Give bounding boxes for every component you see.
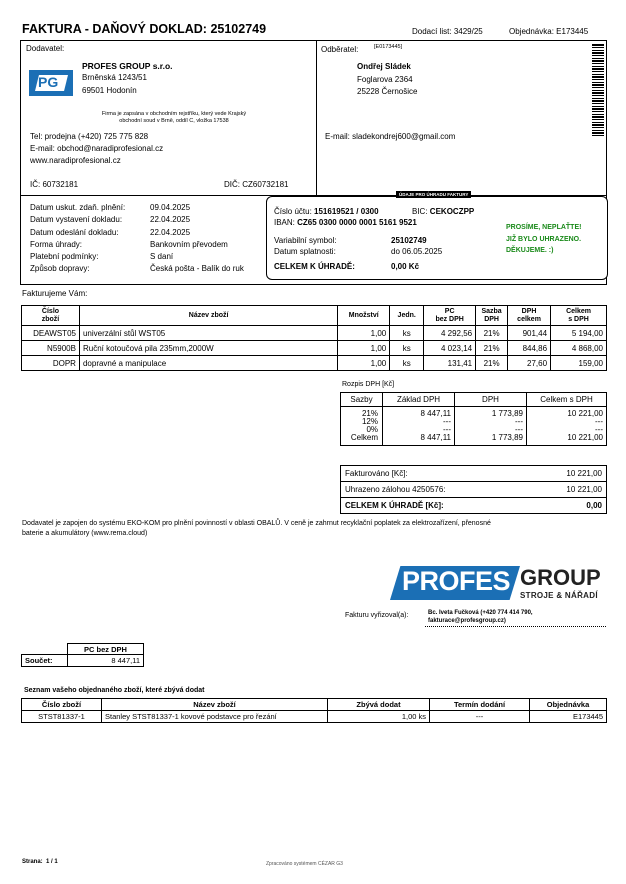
supplier-logo: PG bbox=[29, 70, 73, 96]
issuer-label: Fakturu vyřizoval(a): bbox=[345, 612, 409, 619]
supplier-dic: DIČ: CZ60732181 bbox=[224, 180, 289, 189]
customer-street: Foglarova 2364 bbox=[357, 75, 413, 84]
col-vat: DPH celkem bbox=[508, 306, 551, 326]
items-table bbox=[21, 305, 607, 371]
supplier-ico: IČ: 60732181 bbox=[30, 180, 79, 189]
remaining-title: Seznam vašeho objednaného zboží, které zbývá dodat bbox=[24, 687, 205, 694]
vat-caption: Rozpis DPH [Kč] bbox=[342, 381, 395, 388]
brand-word2: GROUP bbox=[520, 565, 601, 590]
remaining-table: Číslo zboží Název zboží Zbývá dodat Termín dodání Objednávka STST81337-1 Stanley STST81337-1 kovové podstavce pro řezání 1,00 ks --- E173445 bbox=[21, 698, 607, 723]
order-number: Objednávka: E173445 bbox=[509, 27, 589, 36]
paid-note: PROSÍME, NEPLAŤTE! JIŽ BYLO UHRAZENO. DĚKUJEME. :) bbox=[506, 224, 582, 254]
col-name: Název zboží bbox=[79, 306, 337, 326]
doc-number: 25102749 bbox=[210, 22, 267, 36]
brand-tagline: STROJE & NÁŘADÍ bbox=[520, 591, 598, 600]
col-total: Celkem s DPH bbox=[551, 306, 607, 326]
summary-table: PC bez DPH Součet: 8 447,11 bbox=[21, 643, 144, 667]
due-label: Datum splatnosti: bbox=[274, 247, 336, 256]
col-unit: Jedn. bbox=[390, 306, 424, 326]
table-row: 12% --- --- --- bbox=[341, 418, 607, 426]
account-row: Číslo účtu: 151619521 / 0300 bbox=[274, 207, 379, 216]
col-code: Číslo zboží bbox=[22, 306, 80, 326]
signature-line bbox=[425, 626, 606, 627]
payment-box-label: ÚDAJE PRO ÚHRADU FAKTURY bbox=[396, 191, 471, 198]
customer-city: 25228 Černošice bbox=[357, 87, 418, 96]
customer-email: E-mail: sladekondrej600@gmail.com bbox=[325, 132, 456, 141]
items-intro: Fakturujeme Vám: bbox=[22, 289, 88, 298]
customer-name: Ondřej Sládek bbox=[357, 62, 411, 71]
supplier-label: Dodavatel: bbox=[26, 44, 65, 53]
barcode bbox=[592, 44, 604, 136]
iban-row: IBAN: CZ65 0300 0000 0001 5161 9521 bbox=[274, 218, 417, 227]
pay-total-value: 0,00 Kč bbox=[391, 262, 420, 271]
header-divider bbox=[316, 40, 317, 195]
supplier-city: 69501 Hodonín bbox=[82, 86, 137, 95]
customer-code: [E0173445] bbox=[374, 44, 403, 50]
date-values: 09.04.2025 22.04.2025 22.04.2025 Bankovním převodem S daní Česká pošta - Balík do ruk bbox=[150, 203, 244, 274]
doc-title: FAKTURA - DAŇOVÝ DOKLAD: 25102749 bbox=[22, 22, 267, 36]
table-row: Součet: 8 447,11 bbox=[22, 655, 144, 667]
supplier-phone: Tel: prodejna (+420) 725 775 828 bbox=[30, 132, 149, 141]
supplier-name: PROFES GROUP s.r.o. bbox=[82, 61, 173, 71]
supplier-registry: Firma je zapsána v obchodním rejstříku, který vede Krajský obchodní soud v Brně, oddíl C, vložka 17538 bbox=[101, 111, 247, 124]
table-row: Fakturováno [Kč]: 10 221,00 bbox=[341, 466, 607, 482]
vs-label: Variabilní symbol: bbox=[274, 236, 337, 245]
issuer-contact: Bc. Iveta Fučková (+420 774 414 790, fakturace@profesgroup.cz) bbox=[428, 610, 533, 624]
col-rate: Sazba DPH bbox=[476, 306, 508, 326]
table-row: Celkem 8 447,11 1 773,89 10 221,00 bbox=[341, 434, 607, 446]
date-labels: Datum uskut. zdaň. plnění: Datum vystavení dokladu: Datum odeslání dokladu: Forma úhrady: Platební podmínky: Způsob dopravy: bbox=[30, 203, 126, 274]
table-row: STST81337-1 Stanley STST81337-1 kovové podstavce pro řezání 1,00 ks --- E173445 bbox=[22, 711, 607, 723]
customer-label: Odběratel: bbox=[321, 45, 359, 54]
vs-value: 25102749 bbox=[391, 236, 427, 245]
delivery-note: Dodací list: 3429/25 bbox=[412, 27, 483, 36]
due-value: do 06.05.2025 bbox=[391, 247, 443, 256]
col-qty: Množství bbox=[338, 306, 390, 326]
table-row: 21% 8 447,11 1 773,89 10 221,00 bbox=[341, 407, 607, 419]
system-note: Zpracováno systémem CÉZAR G3 bbox=[266, 861, 343, 867]
supplier-street: Brněnská 1243/51 bbox=[82, 73, 147, 82]
page-number: Strana: 1 / 1 bbox=[22, 859, 58, 865]
table-row: Uhrazeno zálohou 4250576: 10 221,00 bbox=[341, 482, 607, 498]
supplier-email: E-mail: obchod@naradiprofesional.cz bbox=[30, 144, 164, 153]
totals-table bbox=[340, 465, 607, 514]
brand-word1: PROFES bbox=[402, 566, 511, 596]
table-row: N5900B Ruční kotoučová pila 235mm,2000W 1,00 ks 4 023,14 21% 844,86 4 868,00 bbox=[22, 341, 607, 356]
table-row: DEAWST05 univerzální stůl WST05 1,00 ks 4 292,56 21% 901,44 5 194,00 bbox=[22, 326, 607, 341]
col-price: PC bez DPH bbox=[424, 306, 476, 326]
table-row: CELKEM K ÚHRADĚ [Kč]: 0,00 bbox=[345, 501, 602, 510]
table-row: DOPR dopravné a manipulace 1,00 ks 131,41 21% 27,60 159,00 bbox=[22, 356, 607, 371]
bic-row: BIC: CEKOCZPP bbox=[412, 207, 475, 216]
table-row: 0% --- --- --- bbox=[341, 426, 607, 434]
supplier-web: www.naradiprofesional.cz bbox=[30, 156, 121, 165]
pay-total-label: CELKEM K ÚHRADĚ: bbox=[274, 262, 355, 271]
ekokom-note: Dodavatel je zapojen do systému EKO-KOM pro plnění povinností v oblasti OBALŮ. V ceně je zahrnut recyklační poplatek za elektrozařízení, přenosné baterie a akumulátory (www.rema.cloud) bbox=[22, 520, 491, 537]
vat-table: Sazby Základ DPH DPH Celkem s DPH 21% 8 447,11 1 773,89 10 221,00 12% --- --- --- 0% --- --- --- Celkem 8 447,11 1 773,89 10 221,00 bbox=[340, 392, 607, 446]
